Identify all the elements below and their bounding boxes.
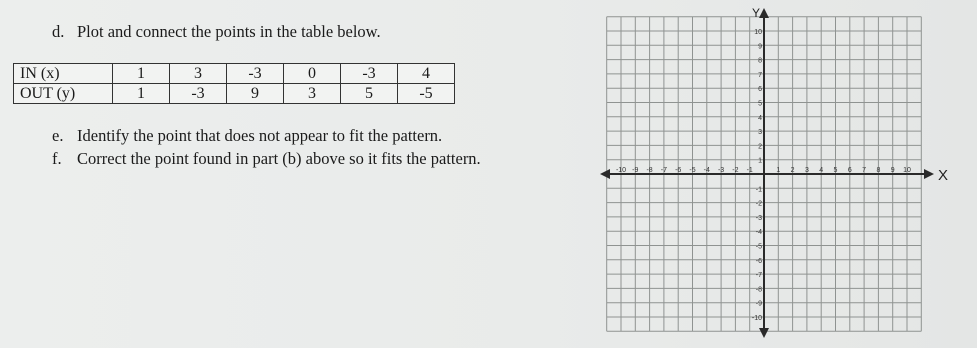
y-tick-label: 1 [758, 157, 762, 165]
x-tick-label: 7 [862, 167, 867, 174]
y-tick-label: 8 [758, 57, 762, 65]
y-tick-label: -7 [755, 272, 762, 280]
y-tick-label: 7 [758, 71, 762, 79]
table-cell: 3 [170, 64, 227, 84]
x-tick-label: -3 [717, 167, 725, 174]
x-tick-label: -9 [632, 167, 639, 174]
y-axis-down-arrow-icon [759, 328, 769, 338]
y-tick-label: 10 [754, 29, 762, 36]
x-tick-label: 10 [903, 167, 911, 174]
question-f [52, 149, 481, 169]
table-cell: 4 [398, 64, 455, 84]
x-tick-label: -1 [746, 167, 753, 174]
y-tick-label: -4 [755, 229, 762, 237]
y-tick-label: -8 [755, 286, 762, 294]
y-tick-label: -1 [755, 186, 762, 194]
y-tick-label: 9 [758, 43, 762, 51]
coordinate-grid[interactable] [590, 0, 977, 348]
x-tick-label: 6 [847, 167, 852, 174]
question-d-text: Plot and connect the points in the table below. [77, 22, 381, 41]
y-tick-label: -10 [751, 315, 762, 322]
table-cell: 1 [113, 84, 170, 104]
question-d [52, 22, 381, 42]
x-axis-label: X [938, 167, 949, 184]
x-axis-right-arrow-icon [924, 169, 934, 179]
table-row-in [14, 64, 455, 84]
x-tick-label: 9 [890, 167, 895, 174]
y-tick-label: -6 [755, 257, 762, 265]
y-axis-up-arrow-icon [759, 8, 769, 18]
table-cell: -5 [398, 84, 455, 104]
x-tick-label: -8 [646, 167, 653, 174]
x-tick-label: 5 [833, 167, 838, 174]
x-tick-label: -6 [675, 167, 682, 174]
table-cell: 1 [113, 64, 170, 84]
x-tick-label: 3 [804, 167, 809, 174]
y-tick-label: -9 [755, 300, 762, 308]
y-tick-label: 2 [758, 143, 762, 151]
table-cell: 9 [227, 84, 284, 104]
x-tick-label: 1 [776, 167, 781, 174]
table-row-out [14, 84, 455, 104]
y-tick-label: 6 [758, 86, 762, 94]
x-axis-left-arrow-icon [600, 169, 610, 179]
question-f-letter: f. [52, 149, 62, 168]
y-tick-label: 3 [758, 129, 762, 137]
x-tick-label: 8 [876, 167, 881, 174]
question-f-text: Correct the point found in part (b) above so it fits the pattern. [77, 149, 481, 168]
question-e-text: Identify the point that does not appear to fit the pattern. [77, 126, 443, 145]
y-axis-label: Y [752, 6, 761, 20]
question-e [52, 126, 442, 146]
x-tick-label: 4 [819, 167, 824, 174]
points-table [13, 63, 455, 104]
y-tick-label: -5 [755, 243, 762, 251]
x-tick-label: -7 [660, 167, 668, 174]
x-tick-label: -10 [615, 167, 627, 174]
table-cell: 5 [341, 84, 398, 104]
question-e-letter: e. [52, 126, 64, 145]
out-header: OUT (y) [14, 84, 113, 104]
y-tick-label: 5 [758, 100, 762, 108]
table-cell: -3 [341, 64, 398, 84]
table-cell: -3 [227, 64, 284, 84]
table-cell: 0 [284, 64, 341, 84]
in-header: IN (x) [14, 64, 113, 84]
x-tick-label: -2 [732, 167, 739, 174]
x-tick-label: 2 [790, 167, 795, 174]
table-cell: 3 [284, 84, 341, 104]
question-d-letter: d. [52, 22, 65, 41]
x-tick-label: -5 [689, 167, 696, 174]
y-tick-label: -2 [755, 200, 762, 208]
y-tick-label: 4 [758, 114, 762, 122]
table-cell: -3 [170, 84, 227, 104]
y-tick-label: -3 [755, 214, 762, 222]
x-tick-label: -4 [703, 167, 710, 174]
